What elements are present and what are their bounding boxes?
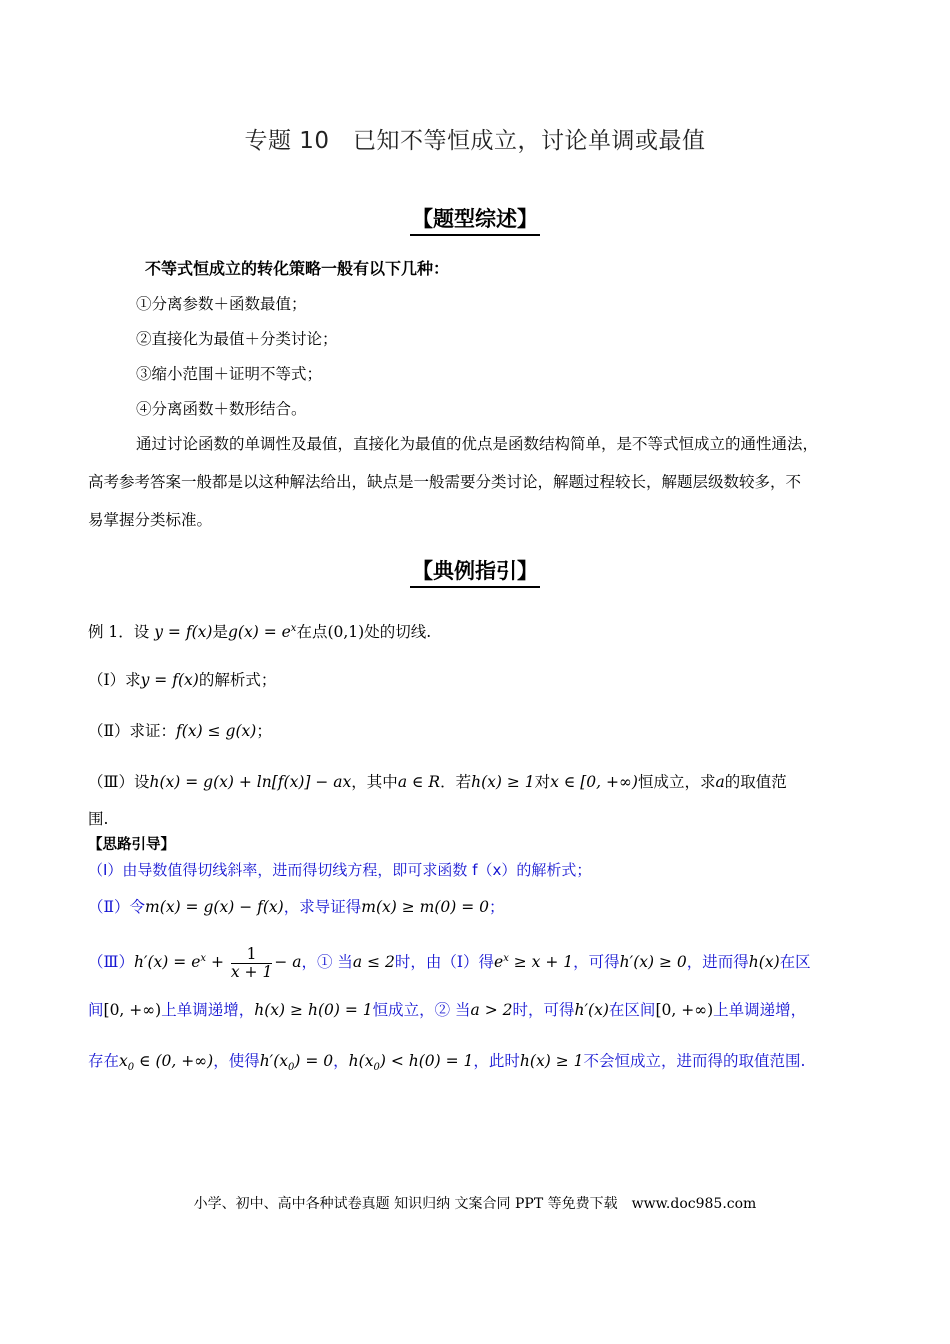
list-item: ②直接化为最值＋分类讨论；: [136, 330, 338, 348]
text: ；: [256, 722, 272, 740]
hint-5: [88, 1051, 805, 1078]
text: ，进而得: [686, 953, 749, 972]
text: 例 1．设: [88, 623, 150, 642]
example-1-statement: [88, 619, 431, 642]
formula: m(x) ≥ m(0) = 0: [361, 898, 490, 916]
formula: h′(x) ≥ 0: [619, 953, 687, 972]
hint-1: （Ⅰ）由导数值得切线斜率，进而得切线方程，即可求函数 f（x）的解析式；: [88, 861, 592, 879]
formula: y = f(x): [140, 671, 199, 689]
text: ，此时: [473, 1052, 520, 1070]
list-item: ④分离函数＋数形结合。: [136, 400, 307, 418]
formula: $g(x) = e^x$: [227, 623, 297, 642]
paragraph-line: 易掌握分类标准。: [88, 511, 213, 529]
text: （Ⅲ）: [88, 953, 134, 972]
text: （Ⅱ）求证：: [88, 722, 177, 740]
hint-2: [88, 897, 505, 917]
text: ．若: [440, 773, 472, 791]
text: 恒成立，② 当: [372, 1001, 471, 1019]
formula: (0,1): [327, 623, 365, 642]
question-3: [88, 772, 787, 792]
intro-text: 不等式恒成立的转化策略一般有以下几种：: [145, 259, 450, 278]
text: 不会恒成立，进而得的取值范围.: [583, 1052, 806, 1070]
formula: h′(x): [574, 1001, 609, 1019]
formula: h(x) ≥ 1: [519, 1052, 584, 1070]
formula: h(x) ≥ 1: [471, 773, 535, 791]
formula: a ∈ R: [397, 773, 441, 791]
text: ，① 当: [301, 953, 353, 972]
text: 上单调递增，: [161, 1001, 255, 1019]
text: 的解析式；: [198, 671, 277, 689]
text: ，求导证得: [283, 898, 362, 916]
text: （Ⅲ）设: [88, 773, 150, 791]
question-1: [88, 670, 276, 690]
formula: [0, +∞): [103, 1001, 162, 1019]
heading-text: 【题型综述】: [410, 206, 540, 236]
section-heading-overview: [0, 203, 950, 233]
formula: a > 2: [470, 1001, 513, 1019]
formula: m(x) = g(x) − f(x): [145, 898, 284, 916]
text: （Ⅱ）令: [88, 898, 146, 916]
formula: $h'(x_0) = 0$: [259, 1052, 334, 1074]
section-heading-examples: [0, 555, 950, 585]
formula: [0, +∞): [655, 1001, 714, 1019]
formula: $e^x \ge x + 1$: [494, 953, 574, 972]
paragraph-line: 高考参考答案一般都是以这种解法给出，缺点是一般需要分类讨论，解题过程较长，解题层级数较多，不: [88, 473, 802, 491]
formula: $x_0$ ∈ (0, +∞): [119, 1052, 214, 1074]
text: 对: [534, 773, 551, 791]
heading-text: 【典例指引】: [410, 558, 540, 588]
list-item: ①分离参数＋函数最值；: [136, 295, 307, 313]
formula: h(x) = g(x) + ln[f(x)] − ax: [149, 773, 352, 791]
question-3-cont: 围.: [88, 810, 109, 828]
text: 时，由（Ⅰ）得: [394, 953, 495, 972]
formula: a ≤ 2: [352, 953, 395, 972]
text: 恒成立，求: [637, 773, 716, 791]
formula: x ∈ [0, +∞): [550, 773, 638, 791]
hint-heading: 【思路引导】: [88, 836, 175, 853]
text: 是: [212, 623, 228, 642]
text: ，可得: [573, 953, 620, 972]
formula: h(x): [748, 953, 780, 972]
page-title: 专题 10 已知不等恒成立，讨论单调或最值: [244, 128, 706, 154]
text: 在区间: [608, 1001, 656, 1019]
text: ，使得: [213, 1052, 260, 1070]
text: 存在: [88, 1052, 120, 1070]
formula: y = f(x): [154, 623, 213, 642]
text: 在点: [296, 623, 328, 642]
text: 时，可得: [512, 1001, 575, 1019]
formula: $h'(x) = e^x$ +: [133, 953, 229, 972]
question-2: [88, 721, 272, 741]
text: 的取值范: [724, 773, 787, 791]
text: 上单调递增，: [713, 1001, 807, 1019]
fraction: $\frac{1}{x + 1}$: [230, 944, 273, 981]
text: 在区: [779, 953, 811, 972]
hint-3: [88, 945, 811, 981]
text: ，其中: [351, 773, 398, 791]
formula: f(x) ≤ g(x): [176, 722, 257, 740]
footer-text: 小学、初中、高中各种试卷真题 知识归纳 文案合同 PPT 等免费下载 www.doc985.com: [193, 1196, 757, 1212]
text: 间: [88, 1001, 104, 1019]
hint-4: [88, 1000, 806, 1020]
list-item: ③缩小范围＋证明不等式；: [136, 365, 323, 383]
text: 处的切线.: [364, 623, 432, 642]
text: ，: [333, 1052, 349, 1070]
formula: − a: [274, 953, 302, 972]
text: （Ⅰ）求: [88, 671, 141, 689]
text: ；: [489, 898, 505, 916]
formula: $h(x_0) < h(0) = 1$: [348, 1052, 474, 1074]
paragraph-line: 通过讨论函数的单调性及最值，直接化为最值的优点是函数结构简单，是不等式恒成立的通性通法，: [136, 435, 819, 453]
formula: a: [715, 773, 725, 791]
formula: h(x) ≥ h(0) = 1: [254, 1001, 373, 1019]
